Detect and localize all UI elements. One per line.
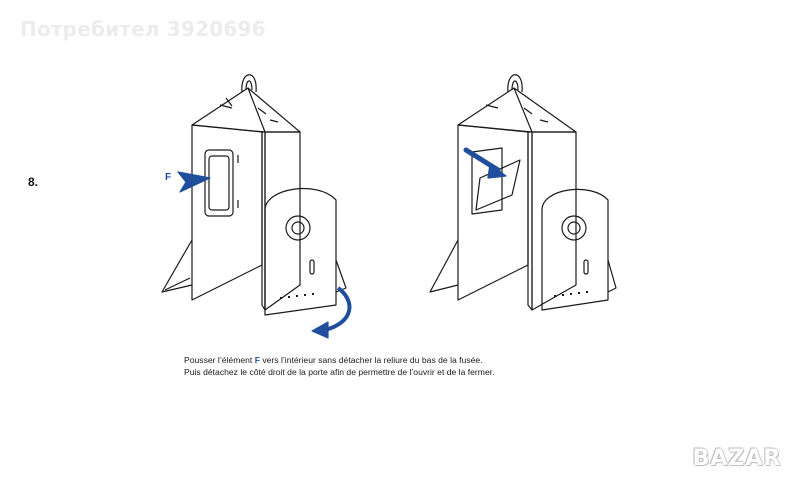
element-f-label: F	[165, 172, 172, 183]
step-number: 8.	[28, 175, 39, 189]
caption-line-2: Puis détachez le côté droit de la porte afin de permettre de l’ouvrir et de la fermer.	[184, 367, 495, 377]
rocket-illustration-left	[150, 60, 370, 340]
user-watermark: Потребител 3920696	[20, 17, 266, 41]
bazar-logo	[686, 440, 788, 476]
instruction-caption	[184, 354, 744, 378]
caption-line-1: Pousser l’élément F vers l’intérieur sans détacher la reliure du bas de la fusée.	[184, 355, 483, 365]
rocket-illustration-right	[420, 60, 620, 330]
bazar-logo-text: BAZAR	[692, 445, 782, 471]
element-f-highlight: F	[254, 355, 260, 365]
